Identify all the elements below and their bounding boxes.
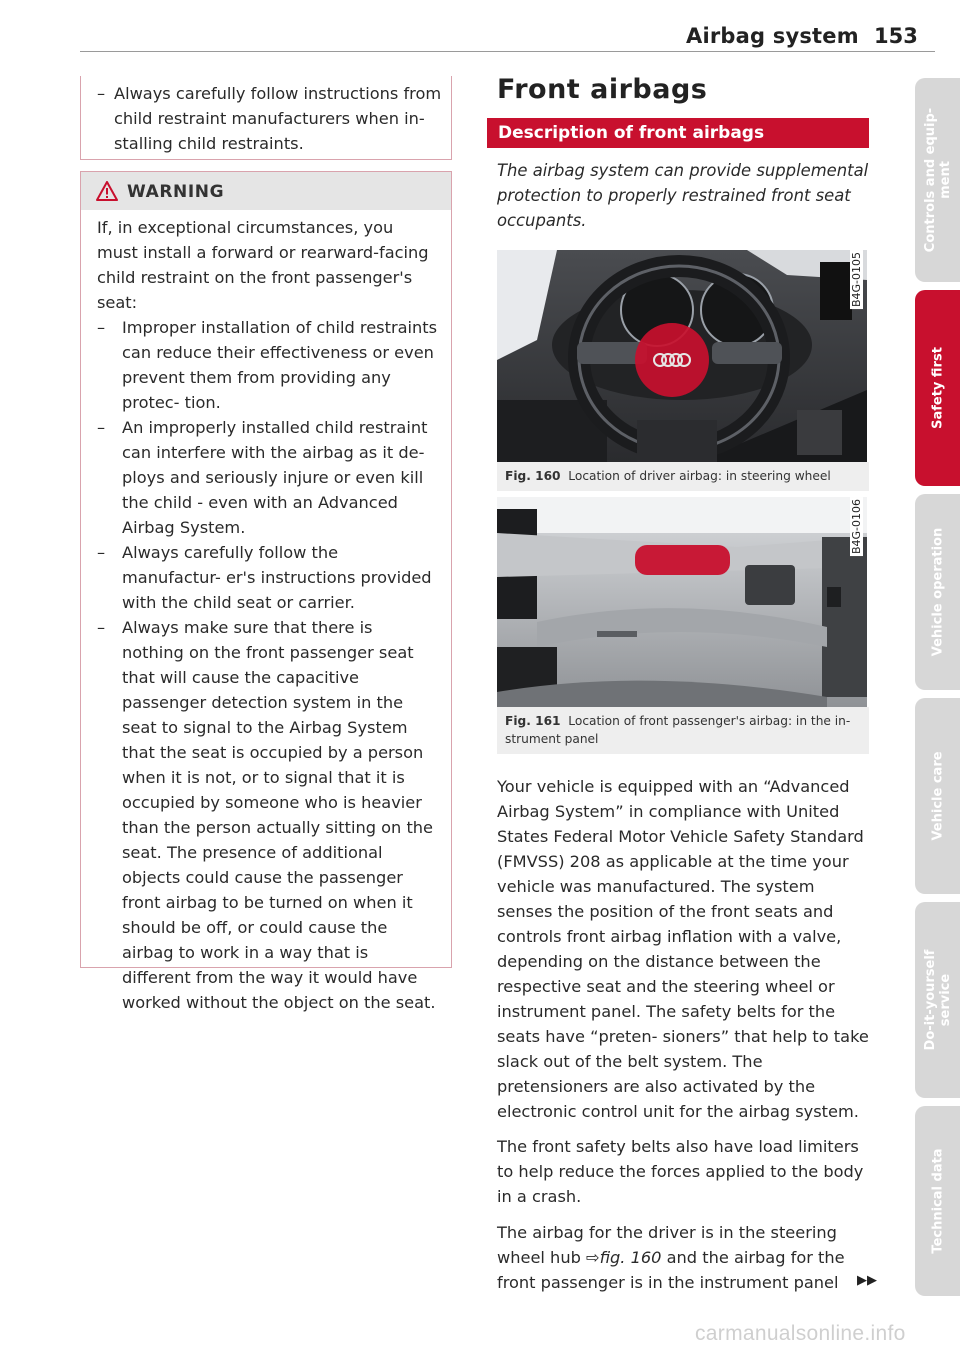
warning-body (97, 215, 439, 1015)
page-number: 153 (874, 24, 918, 48)
header-divider (80, 51, 935, 52)
continued-arrow-icon: ▶▶ (857, 1273, 877, 1288)
figure-reference-link[interactable]: ⇨fig. 160 (586, 1248, 662, 1267)
side-tab-controls[interactable]: Controls and equip- ment (915, 78, 960, 282)
figure-caption: Fig. 161 Location of front passenger's airbag: in the in- strument panel (497, 707, 869, 754)
figure-caption: Fig. 160 Location of driver airbag: in steering wheel (497, 462, 869, 491)
footer-watermark: carmanualsonline.info (695, 1322, 906, 1345)
body-paragraph: The front safety belts also have load limiters to help reduce the forces applied to the body in a crash. (497, 1137, 864, 1206)
steering-wheel-illustration (497, 250, 867, 462)
note-box (80, 76, 452, 160)
figure-code: B4G-0105 (849, 252, 863, 308)
note-bullet: – Always carefully follow instructions from child restraint manufacturers when in- stalling child restraints. (97, 84, 442, 153)
warning-bullet: – Always make sure that there is nothing on the front passenger seat that will cause the capacitive passenger detection system in the seat to signal to the Airbag System that the seat is occupied by a person when it is not, or to signal that it is occupied by someone who is heavier than the person actually sitting on the seat. The presence of additional objects could cause the passenger front airbag to be turned on when it should be off, or could cause the airbag to work in a way that is different from the way it would have worked without the object on the seat. (97, 618, 436, 1012)
subsection-bar (487, 118, 869, 148)
warning-bullet: – Always carefully follow the manufactur- er's instructions provided with the child seat or carrier. (97, 543, 432, 612)
warning-box (80, 171, 452, 1012)
warning-header (81, 172, 451, 210)
side-tab-technical-data[interactable]: Technical data (915, 1106, 960, 1296)
warning-triangle-icon (96, 181, 118, 201)
side-tab-safety-first[interactable]: Safety first (915, 290, 960, 486)
warning-intro: If, in exceptional circumstances, you must install a forward or rearward-facing child restraint on the front passenger's seat: (97, 218, 429, 312)
figure-161-image (497, 497, 867, 707)
figure-160-image (497, 250, 867, 462)
section-intro: The airbag system can provide supplemental protection to properly restrained front seat occupants. (497, 161, 869, 230)
side-tab-vehicle-care[interactable]: Vehicle care (915, 698, 960, 894)
instrument-panel-illustration (497, 497, 867, 707)
subsection-title: Description of front airbags (498, 123, 765, 143)
side-tab-do-it-yourself[interactable]: Do-it-yourself service (915, 902, 960, 1098)
body-paragraph: The airbag for the driver is in the steering wheel hub ⇨fig. 160 and the airbag for the front passenger is in the instrument panel (497, 1223, 845, 1292)
running-header-title: Airbag system (686, 24, 859, 48)
body-paragraph: Your vehicle is equipped with an “Advanced Airbag System” in compliance with United States Federal Motor Vehicle Safety Standard (FMVSS) 208 as applicable at the time your vehicle was manufactured. The system senses the position of the front seats and controls front airbag inflation with a valve, depending on the distance between the respective seat and the steering wheel or instrument panel. The safety belts for the seats have “preten- sioners” that help to take slack out of the belt system. The pretensioners are also activated by the electronic control unit for the airbag system. (497, 777, 869, 1121)
section-title: Front airbags (497, 74, 708, 105)
side-tab-vehicle-operation[interactable]: Vehicle operation (915, 494, 960, 690)
figure-161 (497, 497, 869, 754)
warning-bullet: – An improperly installed child restraint can interfere with the airbag as it de- ploys and seriously injure or even kill the child - even with an Advanced Airbag System. (97, 418, 428, 537)
figure-160 (497, 250, 869, 491)
warning-label: WARNING (127, 182, 225, 202)
figure-code: B4G-0106 (849, 499, 863, 555)
warning-bullet: – Improper installation of child restraints can reduce their effectiveness or even prevent them from providing any protec- tion. (97, 318, 438, 412)
